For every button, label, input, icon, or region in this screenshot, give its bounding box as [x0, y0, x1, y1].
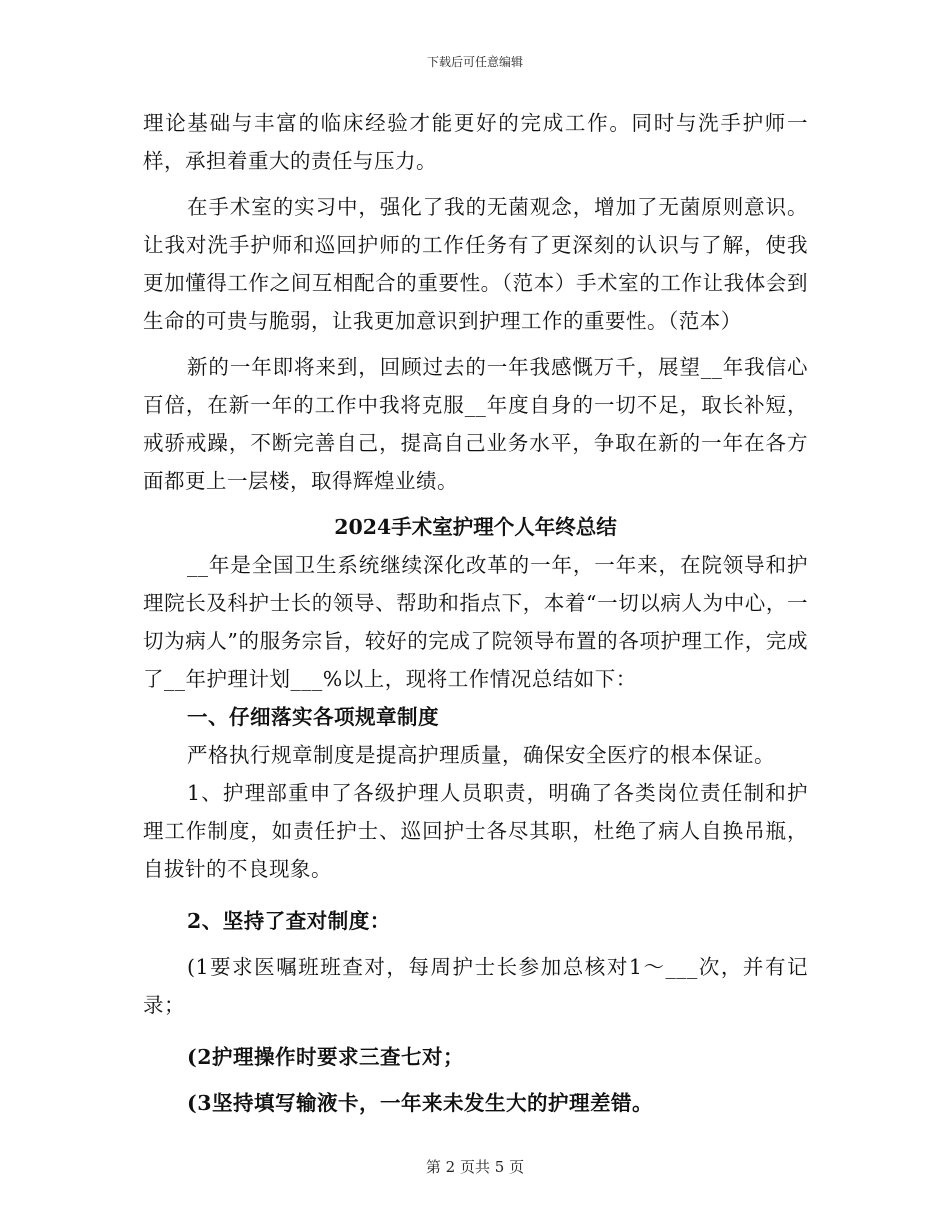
heading-1: 一、仔细落实各项规章制度 [187, 705, 439, 729]
page-footer: 第 2 页共 5 页 [425, 1158, 525, 1176]
section-title: 2024手术室护理个人年终总结 [334, 515, 617, 539]
paragraph-3: 新的一年即将来到，回顾过去的一年我感慨万千，展望__年我信心百倍，在新一年的工作中我将克服__年度自身的一切不足，取长补短，戒骄戒躁，不断完善自己，提高自己业务水平，争取在新的一年在各方面都更上一层楼，取得辉煌业绩。 [143, 355, 808, 493]
paragraph-8: (2护理操作时要求三查七对； [187, 1045, 464, 1069]
paragraph-9: (3坚持填写输液卡，一年来未发生大的护理差错。 [187, 1091, 653, 1115]
paragraph-4: __年是全国卫生系统继续深化改革的一年，一年来，在院领导和护理院长及科护士长的领导、帮助和指点下，本着“一切以病人为中心，一切为病人”的服务宗旨，较好的完成了院领导布置的各项护理工作，完成了__年护理计划___%以上，现将工作情况总结如下： [143, 553, 808, 691]
document-body [143, 104, 808, 1122]
paragraph-7: (1要求医嘱班班查对，每周护士长参加总核对1～___次，并有记录； [143, 955, 808, 1017]
heading-2: 2、坚持了查对制度： [187, 909, 391, 933]
paragraph-2: 在手术室的实习中，强化了我的无菌观念，增加了无菌原则意识。让我对洗手护师和巡回护师的工作任务有了更深刻的认识与了解，使我更加懂得工作之间互相配合的重要性。（范本）手术室的工作让我体会到生命的可贵与脆弱，让我更加意识到护理工作的重要性。（范本） [143, 195, 808, 333]
paragraph-5: 严格执行规章制度是提高护理质量，确保安全医疗的根本保证。 [187, 743, 775, 767]
page-header: 下载后可任意编辑 [426, 55, 523, 69]
paragraph-6: 1、护理部重申了各级护理人员职责，明确了各类岗位责任制和护理工作制度，如责任护士、巡回护士各尽其职，杜绝了病人自换吊瓶，自拔针的不良现象。 [143, 781, 808, 881]
paragraph-1: 理论基础与丰富的临床经验才能更好的完成工作。同时与洗手护师一样，承担着重大的责任与压力。 [143, 111, 808, 173]
